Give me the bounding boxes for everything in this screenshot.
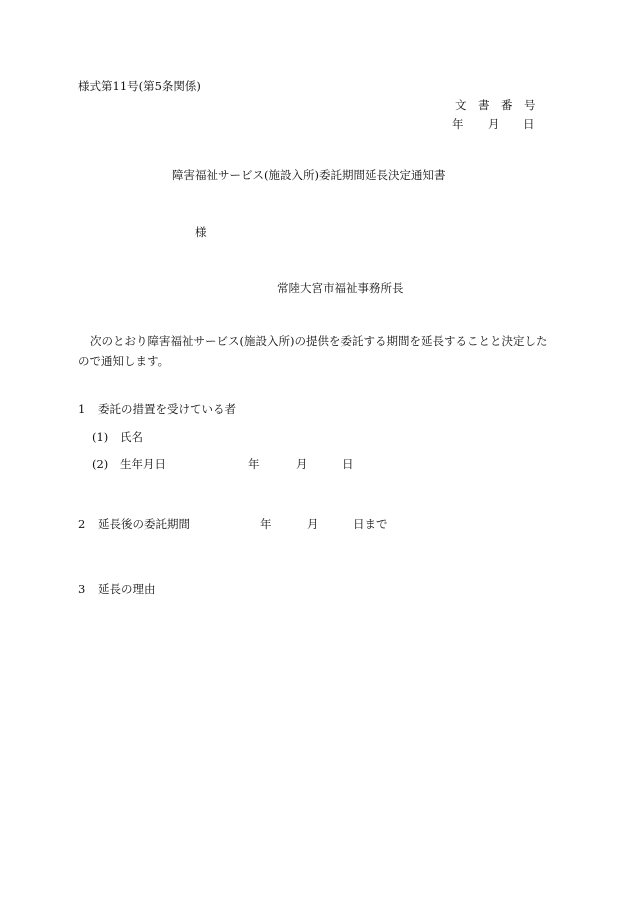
date-day: 日 [523, 117, 535, 131]
body-text: 次のとおり障害福祉サービス(施設入所)の提供を委託する期間を延長することと決定したので通知します。 [78, 334, 548, 368]
item-2-label: 生年月日 [120, 457, 166, 471]
date-year: 年 [452, 117, 464, 131]
birth-year: 年 [248, 457, 260, 471]
section-3-heading: 延長の理由 [98, 582, 156, 596]
period-month: 月 [307, 517, 319, 531]
body-paragraph [78, 331, 556, 371]
document-number-label: 文 書 番 号 [455, 98, 536, 112]
section-1-heading: 委託の措置を受けている者 [98, 402, 236, 416]
issuer-name: 常陸大宮市福祉事務所長 [277, 281, 404, 295]
birth-day: 日 [342, 457, 354, 471]
period-year: 年 [260, 517, 272, 531]
form-label: 様式第11号(第5条関係) [78, 79, 201, 93]
item-1-label: 氏名 [120, 430, 143, 444]
birth-month: 月 [296, 457, 308, 471]
item-2-number: (2) [92, 457, 109, 471]
date-month: 月 [488, 117, 500, 131]
section-2-number: 2 [78, 517, 86, 531]
period-until: 日まで [353, 517, 388, 531]
section-3-number: 3 [78, 582, 86, 596]
section-1-number: 1 [78, 402, 86, 416]
item-1-number: (1) [92, 430, 109, 444]
section-2-heading: 延長後の委託期間 [98, 517, 190, 531]
addressee-suffix: 様 [195, 225, 207, 239]
document-title: 障害福祉サービス(施設入所)委託期間延長決定通知書 [172, 168, 446, 182]
